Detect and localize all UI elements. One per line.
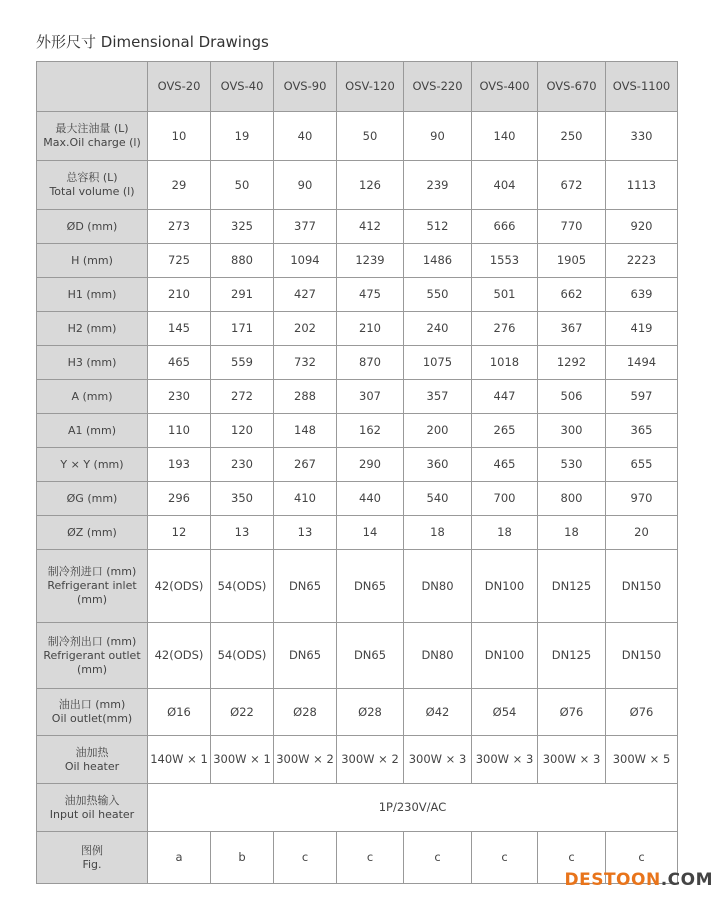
table-row <box>37 448 678 482</box>
value-cell: 662 <box>538 278 606 312</box>
value-cell: 655 <box>606 448 678 482</box>
value-cell: 276 <box>472 312 538 346</box>
row-label-en: A (mm) <box>71 389 113 403</box>
row-label-en: ØZ (mm) <box>67 525 117 539</box>
value-cell: 140W × 1 <box>148 736 211 784</box>
table-row <box>37 380 678 414</box>
value-cell: 512 <box>404 210 472 244</box>
value-cell: c <box>404 832 472 884</box>
value-cell: 725 <box>148 244 211 278</box>
value-cell: 1553 <box>472 244 538 278</box>
value-cell: 300W × 2 <box>274 736 337 784</box>
value-cell: 288 <box>274 380 337 414</box>
value-cell: 240 <box>404 312 472 346</box>
value-cell: DN125 <box>538 623 606 689</box>
value-cell: 404 <box>472 161 538 210</box>
value-cell: 365 <box>606 414 678 448</box>
row-label <box>37 550 148 623</box>
value-cell: 145 <box>148 312 211 346</box>
value-cell: 19 <box>211 112 274 161</box>
value-cell: 920 <box>606 210 678 244</box>
model-header: OVS-90 <box>274 62 337 112</box>
row-label <box>37 244 148 278</box>
value-cell: 265 <box>472 414 538 448</box>
row-label <box>37 689 148 736</box>
table-row <box>37 482 678 516</box>
value-cell: 171 <box>211 312 274 346</box>
value-cell: 465 <box>472 448 538 482</box>
value-cell: 770 <box>538 210 606 244</box>
value-cell: 20 <box>606 516 678 550</box>
table-row <box>37 550 678 623</box>
value-cell: DN100 <box>472 623 538 689</box>
value-cell: 501 <box>472 278 538 312</box>
value-cell: DN150 <box>606 623 678 689</box>
value-cell: 2223 <box>606 244 678 278</box>
value-cell: 18 <box>538 516 606 550</box>
value-cell: Ø76 <box>538 689 606 736</box>
model-header: OVS-20 <box>148 62 211 112</box>
value-cell: a <box>148 832 211 884</box>
header-corner-cell <box>37 62 148 112</box>
value-cell: 13 <box>274 516 337 550</box>
value-cell: 50 <box>211 161 274 210</box>
value-cell: 300W × 5 <box>606 736 678 784</box>
value-cell: 14 <box>337 516 404 550</box>
value-cell: Ø28 <box>337 689 404 736</box>
row-label <box>37 161 148 210</box>
value-cell: 427 <box>274 278 337 312</box>
dimensions-table <box>36 61 678 884</box>
row-label <box>37 380 148 414</box>
value-cell: 970 <box>606 482 678 516</box>
value-cell: 200 <box>404 414 472 448</box>
row-label <box>37 623 148 689</box>
value-cell: 1018 <box>472 346 538 380</box>
table-row <box>37 244 678 278</box>
header-row <box>37 62 678 112</box>
value-cell: 440 <box>337 482 404 516</box>
value-cell: 410 <box>274 482 337 516</box>
value-cell: 447 <box>472 380 538 414</box>
value-cell: Ø22 <box>211 689 274 736</box>
value-cell: 230 <box>148 380 211 414</box>
value-cell: DN80 <box>404 550 472 623</box>
model-header: OVS-1100 <box>606 62 678 112</box>
value-cell: 666 <box>472 210 538 244</box>
value-cell: Ø28 <box>274 689 337 736</box>
table-row <box>37 346 678 380</box>
value-cell: Ø54 <box>472 689 538 736</box>
value-cell: DN65 <box>274 623 337 689</box>
table-row <box>37 161 678 210</box>
row-label-en: H (mm) <box>71 253 113 267</box>
value-cell: 110 <box>148 414 211 448</box>
value-cell: 870 <box>337 346 404 380</box>
value-cell: 506 <box>538 380 606 414</box>
value-cell: 291 <box>211 278 274 312</box>
row-label <box>37 448 148 482</box>
value-cell: DN65 <box>274 550 337 623</box>
value-cell: 357 <box>404 380 472 414</box>
value-cell: 13 <box>211 516 274 550</box>
value-cell: 307 <box>337 380 404 414</box>
row-label-en: Fig. <box>82 857 102 871</box>
value-cell: 1494 <box>606 346 678 380</box>
value-cell: 330 <box>606 112 678 161</box>
row-label-cn: 总容积 (L) <box>66 171 118 184</box>
value-cell: 54(ODS) <box>211 550 274 623</box>
row-label-en: Y × Y (mm) <box>60 457 124 471</box>
row-label-en: A1 (mm) <box>67 423 117 437</box>
row-label-cn: 油加热输入 <box>64 793 120 807</box>
value-cell: 377 <box>274 210 337 244</box>
value-cell: 300W × 3 <box>538 736 606 784</box>
value-cell: 18 <box>472 516 538 550</box>
value-cell: 10 <box>148 112 211 161</box>
value-cell: 1113 <box>606 161 678 210</box>
value-cell: 1486 <box>404 244 472 278</box>
value-cell: 300W × 2 <box>337 736 404 784</box>
value-cell: 1905 <box>538 244 606 278</box>
value-cell: c <box>606 832 678 884</box>
row-label-cn: 最大注油量 (L) <box>55 122 129 135</box>
row-label <box>37 346 148 380</box>
table-row <box>37 210 678 244</box>
value-cell: 800 <box>538 482 606 516</box>
value-cell: 239 <box>404 161 472 210</box>
row-label <box>37 112 148 161</box>
value-cell: 42(ODS) <box>148 623 211 689</box>
value-cell: 350 <box>211 482 274 516</box>
value-cell: 700 <box>472 482 538 516</box>
row-label-en: Input oil heater <box>49 807 135 821</box>
value-cell: 162 <box>337 414 404 448</box>
value-cell: 42(ODS) <box>148 550 211 623</box>
value-cell: 540 <box>404 482 472 516</box>
value-cell: 412 <box>337 210 404 244</box>
table-row <box>37 689 678 736</box>
value-cell: 367 <box>538 312 606 346</box>
value-cell: 419 <box>606 312 678 346</box>
row-label <box>37 832 148 884</box>
value-cell: 732 <box>274 346 337 380</box>
row-label <box>37 784 148 832</box>
merged-value-cell: 1P/230V/AC <box>148 784 678 832</box>
row-label <box>37 278 148 312</box>
value-cell: 18 <box>404 516 472 550</box>
value-cell: Ø16 <box>148 689 211 736</box>
model-header: OVS-220 <box>404 62 472 112</box>
model-header: OVS-670 <box>538 62 606 112</box>
row-label-en: H3 (mm) <box>67 355 117 369</box>
value-cell: 272 <box>211 380 274 414</box>
value-cell: 90 <box>404 112 472 161</box>
value-cell: DN80 <box>404 623 472 689</box>
value-cell: 273 <box>148 210 211 244</box>
value-cell: 230 <box>211 448 274 482</box>
value-cell: 465 <box>148 346 211 380</box>
row-label-en: ØG (mm) <box>66 491 118 505</box>
value-cell: c <box>472 832 538 884</box>
value-cell: 148 <box>274 414 337 448</box>
value-cell: 210 <box>337 312 404 346</box>
table-row <box>37 736 678 784</box>
value-cell: 29 <box>148 161 211 210</box>
row-label-en: Max.Oil charge (l) <box>43 136 141 149</box>
value-cell: 126 <box>337 161 404 210</box>
value-cell: 40 <box>274 112 337 161</box>
value-cell: DN100 <box>472 550 538 623</box>
table-row <box>37 312 678 346</box>
value-cell: 120 <box>211 414 274 448</box>
value-cell: 54(ODS) <box>211 623 274 689</box>
value-cell: 250 <box>538 112 606 161</box>
value-cell: 12 <box>148 516 211 550</box>
row-label <box>37 736 148 784</box>
page-title: 外形尺寸 Dimensional Drawings <box>36 33 269 51</box>
value-cell: DN150 <box>606 550 678 623</box>
value-cell: 1075 <box>404 346 472 380</box>
table-row <box>37 623 678 689</box>
row-label-cn: 图例 <box>81 843 103 857</box>
value-cell: 90 <box>274 161 337 210</box>
table-row <box>37 784 678 832</box>
value-cell: Ø76 <box>606 689 678 736</box>
row-label-en: Refrigerant outlet (mm) <box>43 648 141 676</box>
value-cell: c <box>538 832 606 884</box>
value-cell: 210 <box>148 278 211 312</box>
row-label-cn: 油出口 (mm) <box>58 698 126 711</box>
value-cell: 267 <box>274 448 337 482</box>
value-cell: 300 <box>538 414 606 448</box>
value-cell: 880 <box>211 244 274 278</box>
value-cell: DN125 <box>538 550 606 623</box>
row-label-cn: 制冷剂出口 (mm) <box>47 634 137 648</box>
row-label-en: Refrigerant inlet (mm) <box>47 579 137 606</box>
row-label-en: ØD (mm) <box>66 219 118 233</box>
model-header: OVS-40 <box>211 62 274 112</box>
value-cell: 672 <box>538 161 606 210</box>
row-label <box>37 414 148 448</box>
value-cell: 202 <box>274 312 337 346</box>
value-cell: 1292 <box>538 346 606 380</box>
value-cell: 1094 <box>274 244 337 278</box>
row-label <box>37 482 148 516</box>
row-label-cn: 制冷剂进口 (mm) <box>47 565 137 578</box>
value-cell: 559 <box>211 346 274 380</box>
table-row <box>37 112 678 161</box>
value-cell: 193 <box>148 448 211 482</box>
row-label-cn: 油加热 <box>75 745 109 759</box>
value-cell: c <box>274 832 337 884</box>
row-label-en: Oil outlet(mm) <box>51 712 133 725</box>
value-cell: 140 <box>472 112 538 161</box>
value-cell: Ø42 <box>404 689 472 736</box>
table-row <box>37 414 678 448</box>
value-cell: 290 <box>337 448 404 482</box>
value-cell: 475 <box>337 278 404 312</box>
model-header: OSV-120 <box>337 62 404 112</box>
value-cell: c <box>337 832 404 884</box>
value-cell: b <box>211 832 274 884</box>
value-cell: DN65 <box>337 550 404 623</box>
value-cell: 296 <box>148 482 211 516</box>
value-cell: 360 <box>404 448 472 482</box>
table-row <box>37 278 678 312</box>
row-label-en: Total volume (l) <box>49 185 135 198</box>
model-header: OVS-400 <box>472 62 538 112</box>
table-row <box>37 516 678 550</box>
value-cell: 325 <box>211 210 274 244</box>
row-label <box>37 516 148 550</box>
row-label <box>37 210 148 244</box>
value-cell: 50 <box>337 112 404 161</box>
value-cell: 639 <box>606 278 678 312</box>
value-cell: DN65 <box>337 623 404 689</box>
row-label-en: H2 (mm) <box>67 321 117 335</box>
watermark-logo: DESTOON.COM <box>564 870 713 890</box>
value-cell: 1239 <box>337 244 404 278</box>
row-label <box>37 312 148 346</box>
value-cell: 550 <box>404 278 472 312</box>
value-cell: 597 <box>606 380 678 414</box>
row-label-en: Oil heater <box>64 759 120 773</box>
row-label-en: H1 (mm) <box>67 287 117 301</box>
value-cell: 300W × 1 <box>211 736 274 784</box>
value-cell: 300W × 3 <box>404 736 472 784</box>
value-cell: 300W × 3 <box>472 736 538 784</box>
value-cell: 530 <box>538 448 606 482</box>
